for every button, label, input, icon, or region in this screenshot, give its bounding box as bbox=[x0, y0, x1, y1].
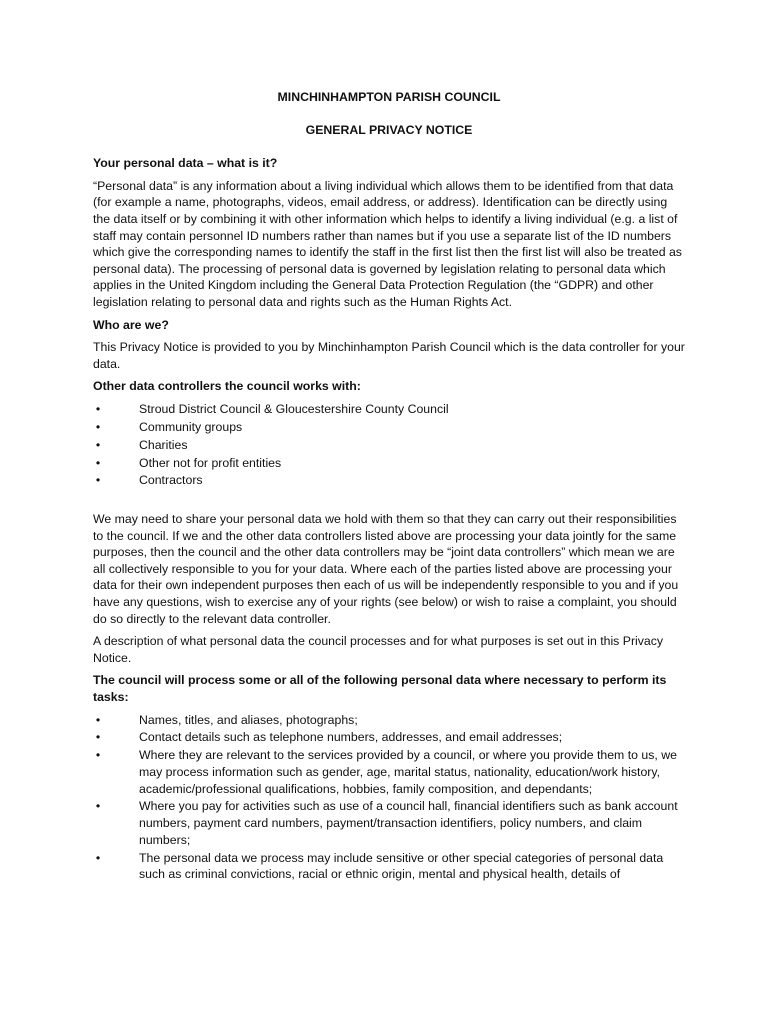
list-item bbox=[93, 798, 685, 848]
notice-title-heading: GENERAL PRIVACY NOTICE bbox=[305, 122, 473, 137]
bullet-icon: • bbox=[95, 473, 101, 488]
list-item bbox=[93, 712, 685, 729]
processing-heading: The council will process some or all of the following personal data where necessary to perform its tasks: bbox=[93, 673, 667, 704]
document-page bbox=[93, 86, 685, 884]
list-item-text: Names, titles, and aliases, photographs; bbox=[139, 712, 358, 727]
list-item-text: Contact details such as telephone numbers, addresses, and email addresses; bbox=[139, 730, 563, 745]
data-sharing-paragraph: We may need to share your personal data we hold with them so that they can carry out their responsibilities to the council. If we and the other data controllers listed above are processing your data jointly for the same purposes, then the council and the other data controllers may be “joint data controllers” which mean we are all collectively responsible to you for your data. Where each of the parties listed above are processing your data for their own independent purposes then each of us will be independently responsible to you and if you have any questions, wish to exercise any of your rights (see below) or wish to raise a complaint, you should do so directly to the relevant data controller. bbox=[93, 512, 679, 626]
other-controllers-list bbox=[93, 401, 685, 489]
list-item bbox=[93, 419, 685, 436]
list-item-text: Where they are relevant to the services provided by a council, or where you provide them to us, we may process information such as gender, age, marital status, nationality, education/work history, academic/professional qualifications, hobbies, family composition, and dependants; bbox=[139, 748, 677, 796]
list-item bbox=[93, 729, 685, 746]
bullet-icon: • bbox=[95, 712, 101, 727]
council-name-heading: MINCHINHAMPTON PARISH COUNCIL bbox=[277, 90, 501, 104]
list-item bbox=[93, 401, 685, 418]
list-item bbox=[93, 437, 685, 454]
processing-list bbox=[93, 712, 685, 883]
bullet-icon: • bbox=[95, 455, 101, 470]
list-item bbox=[93, 850, 685, 883]
list-item bbox=[93, 747, 685, 797]
personal-data-heading: Your personal data – what is it? bbox=[93, 156, 278, 171]
list-item bbox=[93, 472, 685, 489]
list-item-text: Community groups bbox=[139, 419, 243, 434]
list-item bbox=[93, 455, 685, 472]
list-item-text: Other not for profit entities bbox=[139, 455, 282, 470]
bullet-icon: • bbox=[95, 401, 101, 416]
list-item-text: The personal data we process may include sensitive or other special categories of personal data such as criminal convictions, racial or ethnic origin, mental and physical health, details of bbox=[139, 850, 664, 882]
bullet-icon: • bbox=[95, 730, 101, 745]
list-item-text: Charities bbox=[139, 437, 188, 452]
list-item-text: Contractors bbox=[139, 473, 203, 488]
list-item-text: Where you pay for activities such as use of a council hall, financial identifiers such as bank account numbers, payment card numbers, payment/transaction identifiers, policy numbers, and claim numbers; bbox=[139, 799, 678, 847]
description-paragraph: A description of what personal data the council processes and for what purposes is set out in this Privacy Notice. bbox=[93, 634, 664, 665]
other-controllers-heading: Other data controllers the council works with: bbox=[93, 379, 361, 394]
bullet-icon: • bbox=[95, 419, 101, 434]
personal-data-paragraph: “Personal data” is any information about a living individual which allows them to be identified from that data (for example a name, photographs, videos, email address, or address). Identification can be directly using the data itself or by combining it with other information which helps to identify a living individual (e.g. a list of staff may contain personnel ID numbers rather than names but if you use a separate list of the ID numbers which give the corresponding names to identify the staff in the first list then the first list will also be treated as personal data). The processing of personal data is governed by legislation relating to personal data which applies in the United Kingdom including the General Data Protection Regulation (the “GDPR) and other legislation relating to personal data and rights such as the Human Rights Act. bbox=[93, 178, 682, 309]
bullet-icon: • bbox=[95, 799, 101, 814]
who-are-we-heading: Who are we? bbox=[93, 317, 169, 332]
bullet-icon: • bbox=[95, 748, 101, 763]
bullet-icon: • bbox=[95, 437, 101, 452]
who-are-we-paragraph: This Privacy Notice is provided to you by Minchinhampton Parish Council which is the data controller for your data. bbox=[93, 340, 685, 371]
list-item-text: Stroud District Council & Gloucestershire County Council bbox=[139, 401, 449, 416]
bullet-icon: • bbox=[95, 850, 101, 865]
